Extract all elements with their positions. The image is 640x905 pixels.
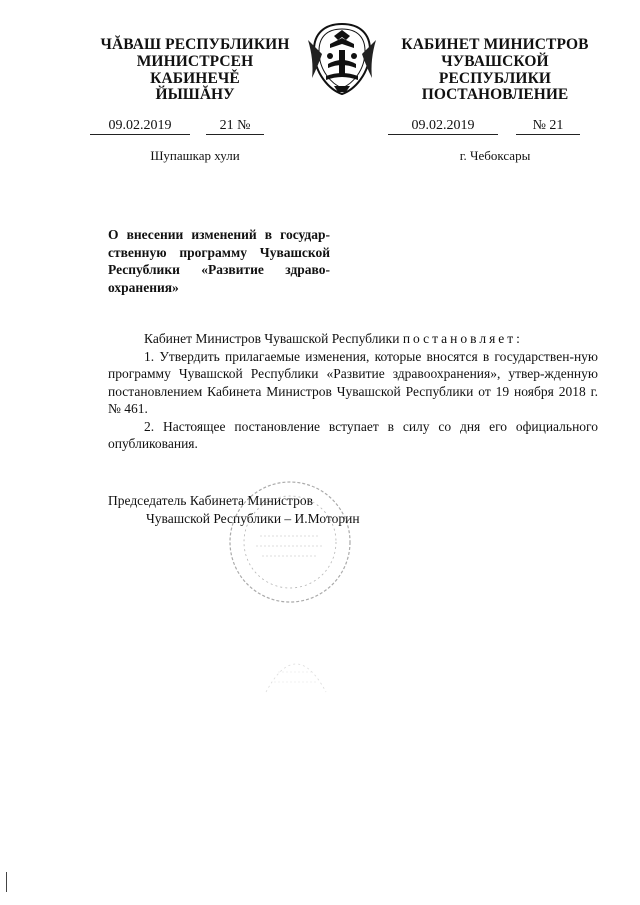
header-left-line1: ЧĂВАШ РЕСПУБЛИКИН	[100, 36, 290, 53]
right-number-field: № 21	[516, 118, 580, 135]
signature-name: Чувашской Республики – И.Моторин	[146, 510, 360, 526]
margin-mark	[6, 872, 7, 892]
doc-type-chuvash: ЙЫШĂНУ	[155, 86, 235, 103]
document-body	[108, 330, 598, 453]
intro-text: Кабинет Министров Чувашской Республики	[144, 331, 400, 346]
doc-type-russian: ПОСТАНОВЛЕНИЕ	[421, 86, 569, 103]
header-right-block	[388, 36, 602, 87]
subject-title: О внесении изменений в государ-ственную программу Чувашской Республики «Развитие здраво-охранения»	[108, 227, 330, 295]
signature-title: Председатель Кабинета Министров	[108, 493, 313, 508]
intro-paragraph	[108, 330, 598, 348]
chuvash-republic-emblem-icon	[304, 20, 380, 98]
intro-verb: постановляет:	[402, 331, 523, 346]
signature-block	[108, 492, 468, 527]
paragraph-1: 1. Утвердить прилагаемые изменения, которые вносятся в государствен-ную программу Чувашской Республики «Развитие здравоохранения», утвер-жденную постановлением Кабинета Министров Чувашской Республики от 19 ноября 2018 г. № 461.	[108, 348, 598, 416]
header-right-line2: ЧУВАШСКОЙ РЕСПУБЛИКИ	[438, 53, 552, 87]
header-left-line2: МИНИСТРСЕН КАБИНЕЧĚ	[136, 53, 254, 87]
header-left-block	[90, 36, 300, 87]
city-chuvash: Шупашкар хули	[150, 148, 240, 163]
faint-seal-imprint-icon	[256, 632, 336, 702]
right-date-field: 09.02.2019	[388, 118, 498, 135]
city-russian: г. Чебоксары	[459, 148, 531, 163]
header-right-line1: КАБИНЕТ МИНИСТРОВ	[401, 36, 589, 53]
paragraph-2: 2. Настоящее постановление вступает в силу со дня его официального опубликования.	[108, 418, 598, 451]
left-date-field: 09.02.2019	[90, 118, 190, 135]
left-number-field: 21 №	[206, 118, 264, 135]
document-subject	[108, 226, 330, 296]
